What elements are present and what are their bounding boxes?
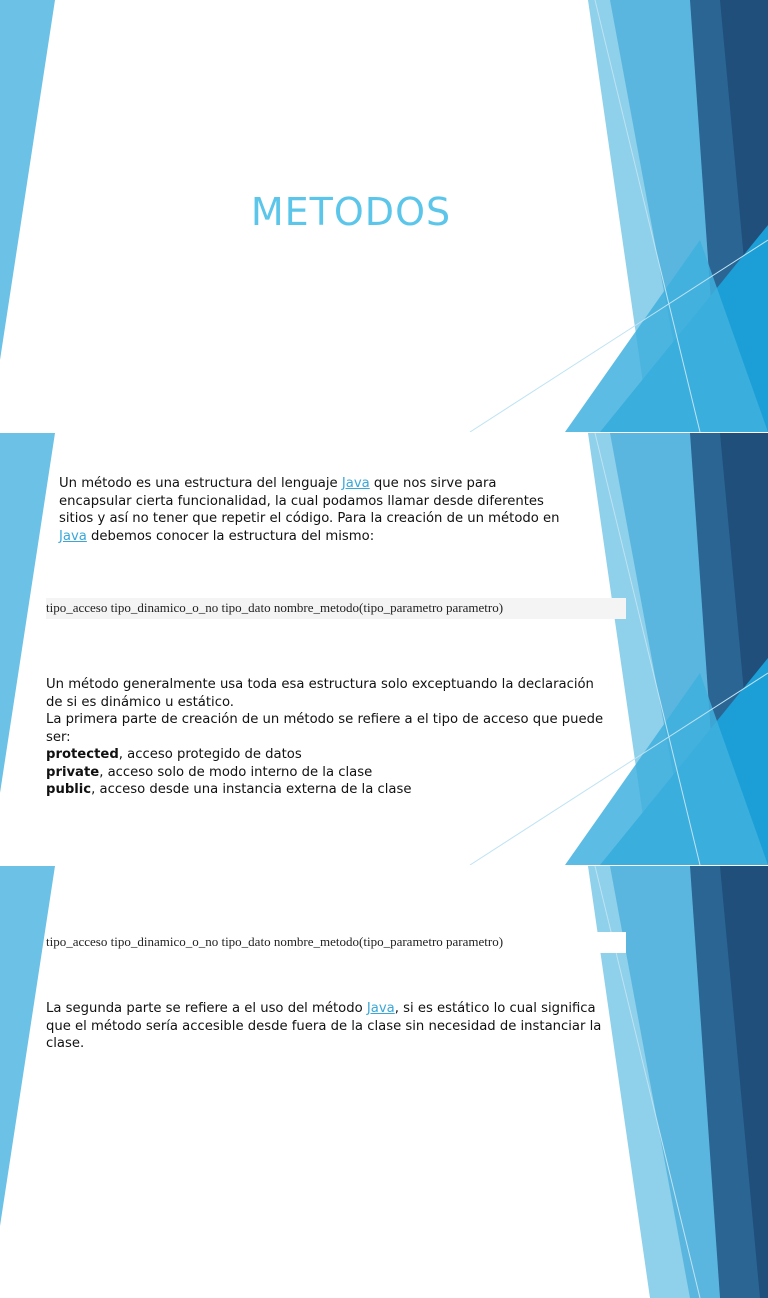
access-keyword: public [46,782,92,797]
access-item [46,781,606,799]
slide-title [0,0,768,432]
slide-static-methods [0,866,768,1298]
java-link[interactable]: Java [366,1001,395,1016]
access-keyword: private [46,764,100,780]
slide-title-text: METODOS [250,190,452,234]
body-line: Un método generalmente usa toda esa estructura solo exceptuando la declaración de si es dinámico u estático. [46,677,594,710]
access-desc: , acceso solo de modo interno de la clase [99,764,373,780]
method-syntax: tipo_acceso tipo_dinamico_o_no tipo_dato nombre_metodo(tipo_parametro parametro) [46,598,626,619]
access-keyword: protected [46,747,119,762]
access-item [46,746,606,764]
method-syntax: tipo_acceso tipo_dinamico_o_no tipo_dato nombre_metodo(tipo_parametro parametro) [46,932,626,953]
static-text: La segunda parte se refiere a el uso del método [46,1001,367,1016]
static-text: , si es estático lo cual significa que el método sería accesible desde fuera de la clase sin necesidad de instanciar la clase. [46,1001,602,1051]
body-line: La primera parte de creación de un método se refiere a el tipo de acceso que puede ser: [46,712,604,745]
access-item [46,764,606,782]
java-link[interactable]: Java [341,476,370,491]
access-desc: , acceso desde una instancia externa de la clase [91,782,412,797]
intro-text: que nos sirve para encapsular cierta funcionalidad, la cual podamos llamar desde diferentes sitios y así no tener que repetir el código. Para la creación de un método en [59,476,560,526]
intro-text: debemos conocer la estructura del mismo: [86,528,375,544]
access-paragraph [46,676,606,799]
intro-paragraph [59,475,569,545]
java-link[interactable]: Java [59,528,87,544]
access-desc: , acceso protegido de datos [118,747,302,762]
static-paragraph [46,1000,618,1053]
slide-method-structure [0,433,768,865]
intro-text: Un método es una estructura del lenguaje [59,476,342,491]
